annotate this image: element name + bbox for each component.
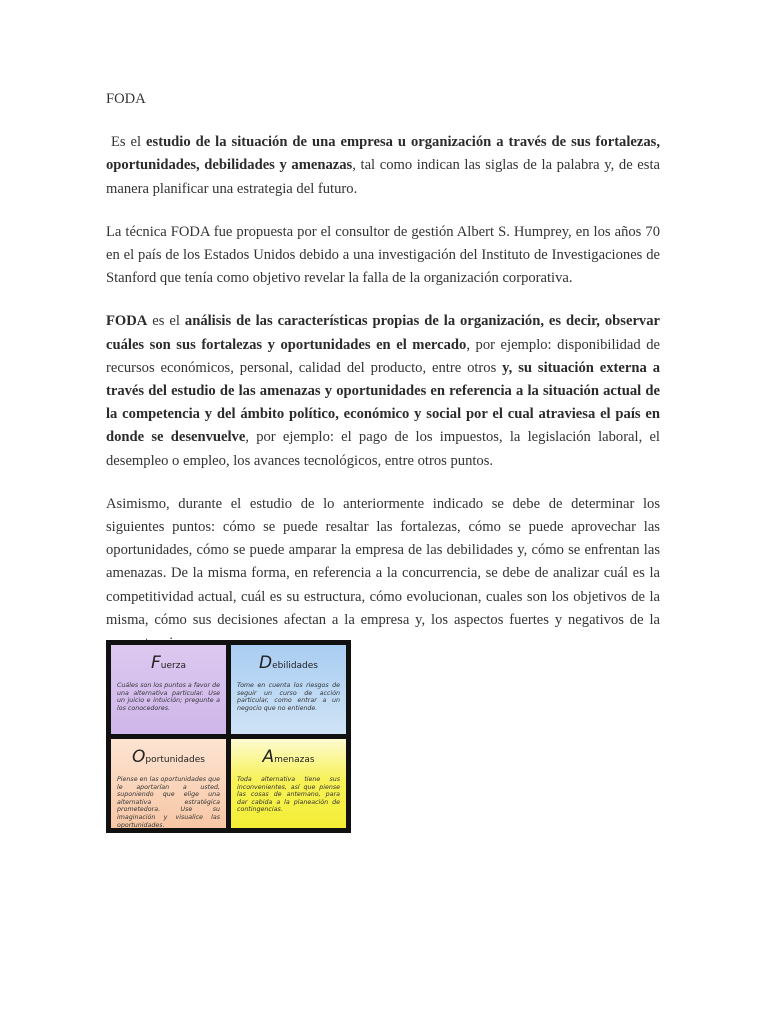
swot-text-fuerza: Cuáles son los puntos a favor de una alternativa particular. Use un juicio e intuición; pregunte a los conocedores. bbox=[117, 682, 220, 712]
swot-title-debilidades bbox=[237, 653, 340, 673]
paragraph-analysis-bold-2: análisis de las características propias de la organización, es decir, observar cuáles son sus fortalezas y oportunidades en el mercado bbox=[106, 313, 660, 353]
paragraph-analysis-text-3: , por ejemplo: el pago de los impuestos, la legislación laboral, el desempleo o empleo, los avances tecnológicos, entre otros puntos. bbox=[106, 429, 660, 469]
paragraph-analysis-text-1: es el bbox=[147, 313, 185, 330]
paragraph-definition bbox=[106, 131, 660, 201]
swot-title-oportunidades bbox=[117, 747, 220, 767]
swot-rest-amenazas: menazas bbox=[274, 755, 315, 765]
document-title: FODA bbox=[106, 91, 146, 107]
paragraph-analysis-bold-3: y, su situación externa a través del estudio de las amenazas y oportunidades en referencia a la situación actual de la competencia y del ámbito político, económico y social por el cual atraviesa el país en donde se desenvuelve bbox=[106, 359, 660, 446]
paragraph-definition-lead: Es el bbox=[106, 134, 147, 151]
paragraph-analysis-bold-1: FODA bbox=[106, 313, 148, 330]
swot-initial-debilidades: D bbox=[258, 653, 273, 673]
document-body bbox=[106, 88, 660, 675]
swot-cell-amenazas bbox=[231, 739, 346, 828]
swot-cell-oportunidades bbox=[111, 739, 226, 828]
swot-initial-fuerza: F bbox=[151, 653, 161, 673]
swot-text-amenazas: Toda alternativa tiene sus inconvenientes, así que piense las cosas de antemano, para dar cabida a la planeación de contingencias. bbox=[237, 776, 340, 814]
paragraph-analysis-text-2: , por ejemplo: disponibilidad de recursos económicos, personal, calidad del producto, entre otros bbox=[106, 336, 660, 376]
paragraph-definition-rest: , tal como indican las siglas de la palabra y, de esta manera planificar una estrategia del futuro. bbox=[106, 157, 660, 197]
paragraph-definition-bold: estudio de la situación de una empresa u organización a través de sus fortalezas, oportunidades, debilidades y amenazas bbox=[106, 134, 660, 174]
swot-cell-fuerza bbox=[111, 645, 226, 734]
swot-initial-amenazas: A bbox=[262, 747, 275, 767]
swot-initial-oportunidades: O bbox=[132, 747, 146, 767]
swot-title-amenazas bbox=[237, 747, 340, 767]
paragraph-points: Asimismo, durante el estudio de lo anteriormente indicado se debe de determinar los siguientes puntos: cómo se puede resaltar las fortalezas, cómo se puede aprovechar las oportunidades, cómo se puede amparar la empresa de las debilidades y, cómo se enfrentan las amenazas. De la misma forma, en referencia a la concurrencia, se debe de analizar cuál es la competitividad actual, cuál es su estructura, cómo evolucionan, cuales son los objetivos de la misma, cómo sus decisiones afectan a la empresa y, los aspectos fuertes y negativos de la bbox=[106, 495, 660, 628]
paragraph-history: La técnica FODA fue propuesta por el consultor de gestión Albert S. Humprey, en los años 70 en el país de los Estados Unidos debido a una investigación del Instituto de Investigaciones de Stanford que tenía como objetivo revelar la falla de la organización corporativa. bbox=[106, 223, 660, 287]
swot-text-oportunidades: Piense en las oportunidades que le aportarían a usted, suponiendo que elige una alternativa estratégica prometedora. Use su imaginación y visualice las oportunidades. bbox=[117, 776, 220, 828]
swot-cell-debilidades bbox=[231, 645, 346, 734]
swot-matrix-image bbox=[106, 640, 351, 833]
swot-rest-debilidades: ebilidades bbox=[272, 661, 318, 671]
paragraph-analysis bbox=[106, 310, 660, 472]
swot-text-debilidades: Tome en cuenta los riesgos de seguir un curso de acción particular, como entrar a un negocio que no entiende. bbox=[237, 682, 340, 712]
swot-title-fuerza bbox=[117, 653, 220, 673]
swot-rest-oportunidades: portunidades bbox=[145, 755, 205, 765]
swot-rest-fuerza: uerza bbox=[160, 661, 186, 671]
